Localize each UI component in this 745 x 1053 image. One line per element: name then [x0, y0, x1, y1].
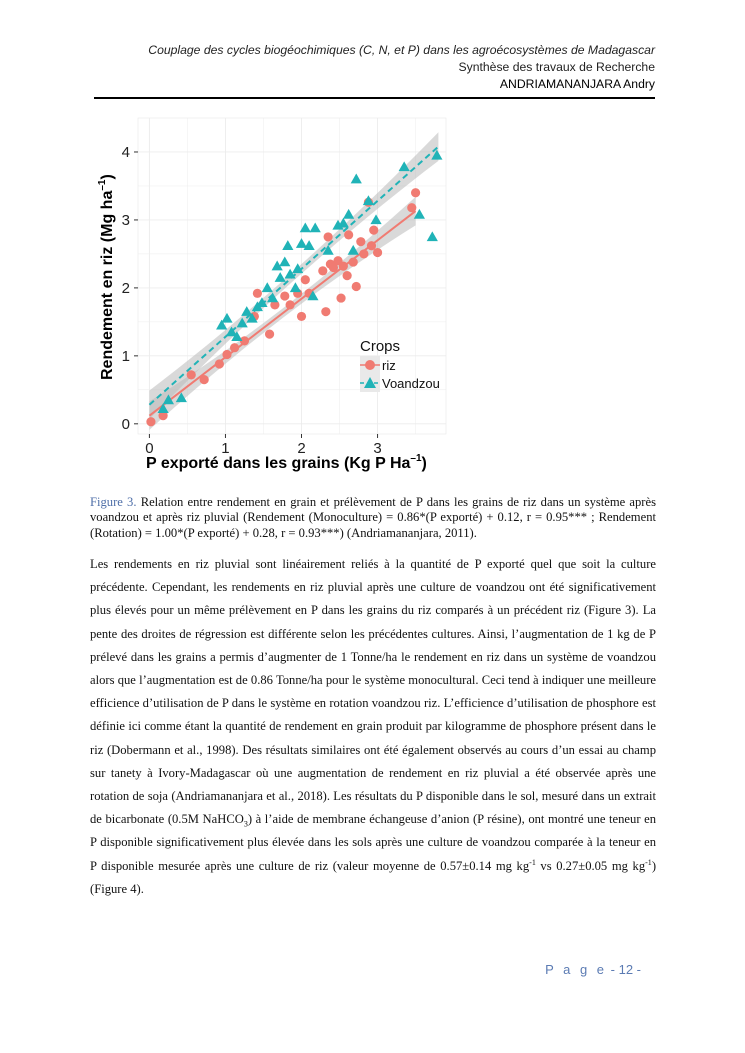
point-riz [344, 230, 353, 239]
body-text-part3: vs 0.27±0.05 mg kg [535, 858, 646, 873]
y-axis-title-main: Rendement en riz (Mg ha [99, 190, 116, 380]
point-riz [285, 300, 294, 309]
running-header [148, 42, 655, 93]
point-riz [318, 266, 327, 275]
y-tick-label: 0 [121, 415, 130, 433]
point-riz [349, 257, 358, 266]
point-riz [359, 249, 368, 258]
x-axis-title-sup: –1 [410, 453, 422, 464]
x-axis-title-end: ) [421, 455, 427, 472]
header-subtitle: Synthèse des travaux de Recherche [458, 60, 655, 74]
x-tick-label: 0 [145, 440, 154, 457]
figure-caption-text: Relation entre rendement en grain et prélèvement de P dans les grains de riz dans un système après voandzou et après riz pluvial (Rendement (Monoculture) = 0.86*(P exporté) + 0.12, r = 0.95*** ; Rendement (Rotation) = 1.00*(P exporté) + 0.28, r = 0.93***) (Andriamananjara, 2011). [90, 495, 656, 540]
x-axis-title [146, 453, 427, 472]
point-riz [407, 203, 416, 212]
x-tick-label: 3 [373, 440, 382, 457]
body-text-part1: Les rendements en riz pluvial sont linéairement reliés à la quantité de P exporté quel que soit la culture précédente. Cependant, les rendements en riz pluvial après une culture de voandzou ont été significativement plus élevés pour un même prélèvement en P dans les grains du riz comparés à un précédent riz (Figure 3). La pente des droites de régression est différente selon les précédentes cultures. Ainsi, l’augmentation de 1 kg de P prélevé dans les grains a permis d’augmenter de 1 Tonne/ha le rendement en riz dans un système de voandzou alors que l’augmentation est de 0.86 Tonne/ha pour le système monocultural. Ceci tend à indiquer une meilleure efficience d’utilisation de P dans le système en rotation voandzou riz. L’efficience d’utilisation de phosphore est définie ici comme étant la quantité de rendement en grain produit par kilogramme de phosphore présent dans le riz (Dobermann et al., 1998). Des résultats similaires ont été également observés au cours d’un essai au champ sur tanety à Ivory-Madagascar où une augmentation de rendement en riz pluvial a été observée après une rotation de soja (Andriamananjara et al., 2018). Les résultats du P disponible dans le sol, mesuré dans un extrait de bicarbonate (0.5M NaHCO [90, 557, 656, 827]
point-riz [222, 350, 231, 359]
page-number: - 12 - [610, 962, 641, 977]
point-riz [336, 293, 345, 302]
body-superscript-b: -1 [645, 857, 652, 867]
point-riz [411, 188, 420, 197]
figure-caption [90, 495, 656, 541]
legend-label-riz: riz [382, 358, 396, 373]
x-tick-label: 1 [221, 440, 230, 457]
header-title: Couplage des cycles biogéochimiques (C, N, et P) dans les agroécosystèmes de Madagascar [148, 43, 655, 57]
y-axis-title [97, 174, 116, 380]
point-riz [343, 271, 352, 280]
y-tick-label: 4 [121, 143, 130, 161]
point-riz [369, 226, 378, 235]
point-riz [265, 330, 274, 339]
legend-label-voandzou: Voandzou [382, 376, 440, 391]
point-riz [356, 237, 365, 246]
header-author: ANDRIAMANANJARA Andry [499, 77, 655, 91]
point-riz [301, 275, 310, 284]
page-label: P a g e [545, 962, 608, 977]
point-riz [187, 370, 196, 379]
point-riz [280, 291, 289, 300]
figure-3-chart [90, 108, 452, 480]
page-footer [545, 962, 641, 977]
x-axis-title-main: P exporté dans les grains (Kg P Ha [146, 455, 411, 472]
point-riz [324, 232, 333, 241]
y-tick-label: 2 [121, 279, 130, 297]
body-subscript-3: 3 [243, 819, 248, 829]
body-text-part4: ) (Figure 4). [90, 858, 657, 896]
y-axis-title-sup: –1 [97, 179, 108, 191]
point-riz [215, 359, 224, 368]
y-tick-label: 1 [121, 347, 130, 365]
point-riz [200, 375, 209, 384]
point-riz [352, 282, 361, 291]
header-rule [94, 97, 655, 99]
point-riz [146, 417, 155, 426]
point-riz [253, 289, 262, 298]
legend-key-riz-marker [365, 360, 375, 370]
point-riz [230, 343, 239, 352]
body-text-part2: ) à l’aide de membrane échangeuse d’anion (P résine), ont montré une teneur en P disponible significativement plus élevée dans les sols après une culture de voandzou comparée à la teneur en P disponible mesurée après une culture de riz (valeur moyenne de 0.57±0.14 mg kg [90, 812, 656, 873]
y-tick-label: 3 [121, 211, 130, 229]
body-paragraph [90, 553, 656, 901]
point-riz [321, 307, 330, 316]
figure-label: Figure 3. [90, 495, 137, 509]
body-superscript-a: -1 [529, 857, 536, 867]
point-riz [373, 248, 382, 257]
x-tick-label: 2 [297, 440, 306, 457]
point-riz [339, 262, 348, 271]
y-axis-title-end: ) [99, 174, 116, 180]
point-riz [297, 312, 306, 321]
legend-title: Crops [360, 338, 401, 355]
